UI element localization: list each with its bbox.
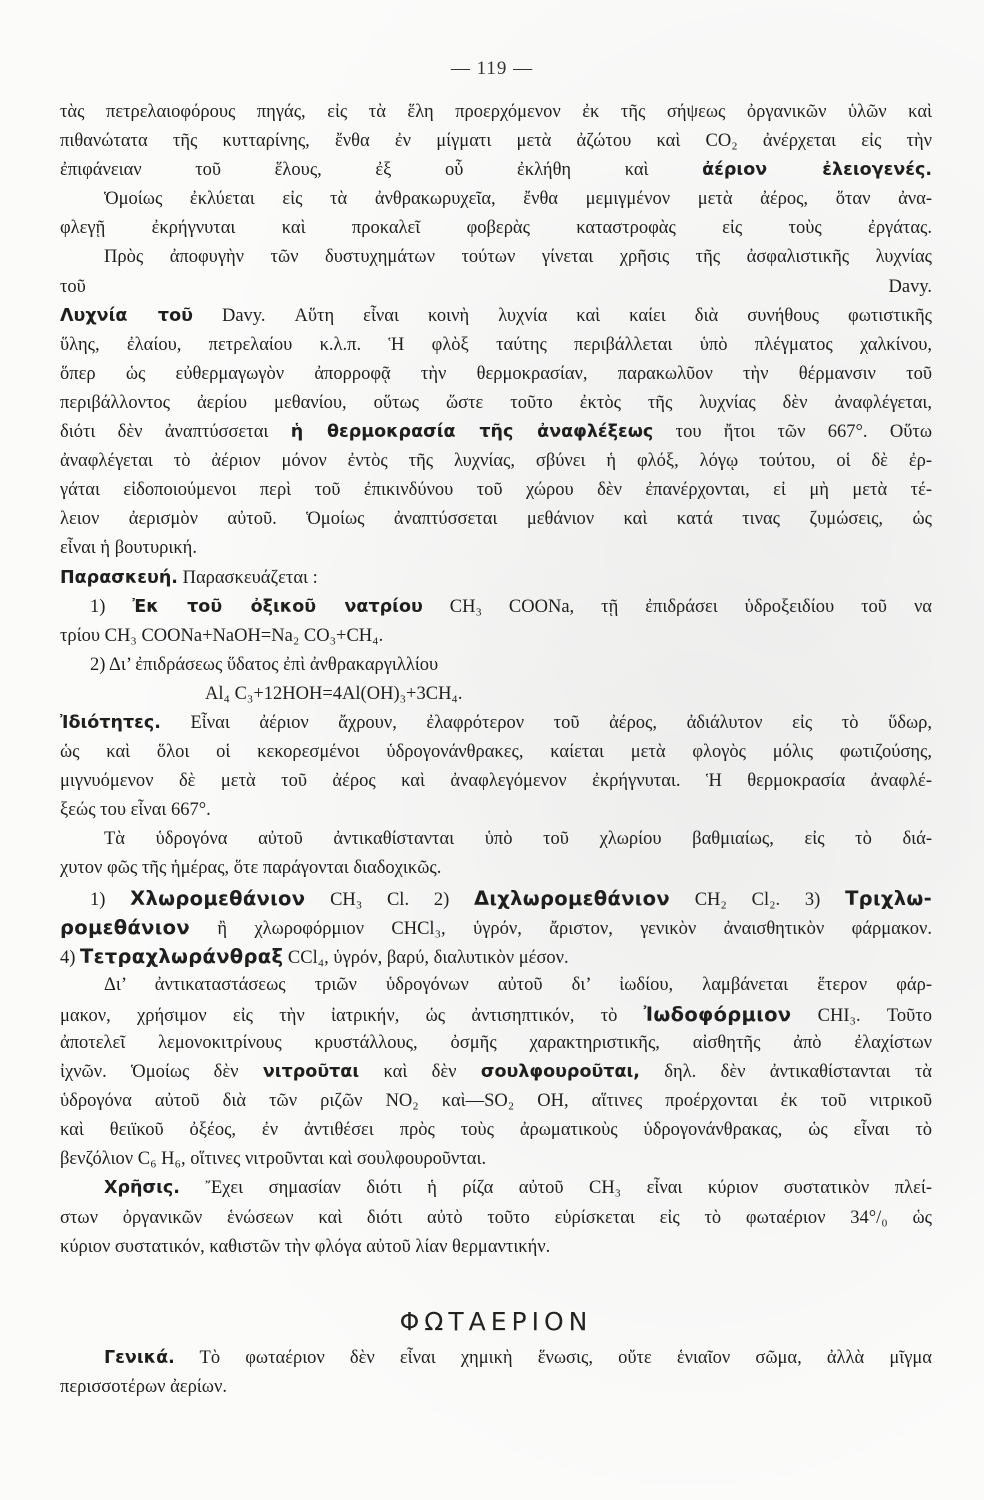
text-run: ὕλης, ἐλαίου, πετρελαίου κ.λ.π. Ἡ φλὸξ ταύτης περιβάλλεται ὑπὸ πλέγματος χαλκίνου, (60, 334, 932, 355)
text-run: καὶ δὲν (359, 1062, 481, 1083)
text-run: τὰς πετρελαιοφόρους πηγάς, εἰς τὰ ἕλη προερχόμενον ἐκ τῆς σήψεως ὀργανικῶν ὑλῶν καὶ (60, 102, 932, 122)
text-run: Ἔχει σημασίαν διότι ἡ ρίζα αὐτοῦ CH₃ εἶναι κύριον συστατικὸν πλεί- (179, 1178, 932, 1199)
text-run: διότι δὲν ἀναπτύσσεται (60, 422, 291, 443)
bold-term: ἀέριον ἐλειογενές. (702, 160, 932, 181)
text-run: 1) (90, 596, 133, 617)
text-run: ὡς καὶ ὅλοι οἱ κεκορεσμένοι ὑδρογονάνθρακες, καίεται μετὰ φλογὸς μόλις φωτιζούσης, (60, 742, 932, 763)
text-run: Ὁμοίως ἐκλύεται εἰς τὰ ἀνθρακωρυχεῖα, ἔνθα μεμιγμένον μετὰ ἀέρος, ὅταν ἀνα- (104, 189, 932, 210)
text-run: ἐπιφάνειαν τοῦ ἕλους, ἐξ οὗ ἐκλήθη καὶ (60, 160, 703, 181)
text-line (60, 913, 932, 942)
text-run: Τὰ ὑδρογόνα αὐτοῦ ἀντικαθίστανται ὑπὸ τοῦ χλωρίου βαθμιαίως, εἰς τὸ διά- (104, 829, 932, 850)
text-line (60, 709, 932, 738)
section-spacer (60, 1262, 932, 1300)
bold-term: Ἰωδοφόρμιον (643, 1002, 792, 1026)
bold-term: Λυχνία τοῦ (60, 305, 193, 326)
text-line (60, 1000, 932, 1029)
text-line (60, 1145, 932, 1174)
text-line (60, 796, 932, 825)
section-text-block (60, 1344, 932, 1402)
text-run: λειον ἀερισμὸν αὐτοῦ. Ὁμοίως ἀναπτύσσεται μεθάνιον καὶ κατά τινας ζυμώσεις, ὡς (60, 509, 932, 530)
bold-term: νιτροῦται (262, 1062, 360, 1083)
text-line (60, 680, 932, 709)
text-line (60, 1087, 932, 1116)
text-run: Δι’ ἀντικαταστάσεως τριῶν ὑδρογόνων αὐτοῦ δι’ ἰωδίου, λαμβάνεται ἕτερον φάρ- (104, 974, 932, 995)
bold-term: Ἐκ τοῦ ὀξικοῦ νατρίου (132, 596, 423, 617)
text-line (60, 825, 932, 854)
text-line (60, 389, 932, 418)
text-run: ξεώς του εἶναι 667°. (60, 800, 211, 821)
text-line (60, 564, 932, 593)
text-line (60, 1344, 932, 1373)
text-run: Εἶναι ἀέριον ἄχρουν, ἐλαφρότερον τοῦ ἀέρος, ἀδιάλυτον εἰς τὸ ὕδωρ, (160, 712, 932, 733)
text-run: ἀναφλέγεται τὸ ἀέριον μόνον ἐντὸς τῆς λυχνίας, σβύνει ἡ φλόξ, λόγῳ τούτου, οἱ δὲ ἐρ- (60, 451, 932, 472)
bold-term: Ἰδιότητες. (60, 712, 161, 733)
text-line (60, 476, 932, 505)
bold-term: Χρῆσις. (104, 1178, 180, 1199)
text-line (60, 505, 932, 534)
text-line (60, 331, 932, 360)
text-run: CH₃ Cl. 2) (305, 889, 474, 910)
text-line (60, 651, 932, 680)
text-line (60, 738, 932, 767)
text-run: ὑδρογόνα αὐτοῦ διὰ τῶν ριζῶν NO₂ καὶ—SO₂ OH, αἵτινες προέρχονται ἐκ τοῦ νιτρικοῦ (60, 1091, 932, 1112)
text-line (60, 942, 932, 971)
text-line (60, 1204, 932, 1233)
text-line (60, 1174, 932, 1203)
text-run: ἰχνῶν. Ὁμοίως δὲν (60, 1062, 263, 1083)
text-line (60, 534, 932, 563)
text-line (60, 1233, 932, 1262)
text-run: μιγνυόμενον δὲ μετὰ τοῦ ἀέρος καὶ ἀναφλεγόμενον ἐκρήγνυται. Ἡ θερμοκρασία ἀναφλέ- (60, 771, 932, 792)
text-run: Al₄ C₃+12HOH=4Al(OH)₃+3CH₄. (205, 683, 463, 704)
text-run: περιβάλλοντος ἀερίου μεθανίου, οὕτως ὥστε τοῦτο ἐκτὸς τῆς λυχνίας δὲν ἀναφλέγεται, (60, 392, 932, 413)
text-run: CHI₃. Τοῦτο (791, 1005, 932, 1026)
text-line (60, 447, 932, 476)
text-run: ἀποτελεῖ λεμονοκιτρίνους κρυστάλλους, ὀσμῆς χαρακτηριστικῆς, αἰσθητῆς ἀπὸ ἐλαχίστων (60, 1033, 932, 1053)
text-line (60, 1029, 932, 1058)
text-line (60, 593, 932, 622)
text-run: 4) (60, 947, 81, 968)
text-run: κύριον συστατικόν, καθιστῶν τὴν φλόγα αὐτοῦ λίαν θερμαντικήν. (60, 1236, 551, 1257)
text-line (60, 884, 932, 913)
text-run: εἶναι ἡ βουτυρική. (60, 538, 197, 559)
text-line (60, 1116, 932, 1145)
text-line (60, 273, 932, 302)
text-run: Παρασκευάζεται : (177, 567, 318, 588)
text-line (60, 1058, 932, 1087)
text-run: πιθανώτατα τῆς κυτταρίνης, ἔνθα ἐν μίγματι μετὰ ἀζώτου καὶ CO₂ ἀνέρχεται εἰς τὴν (60, 131, 932, 152)
text-run: CH₃ COONa, τῇ ἐπιδράσει ὑδροξειδίου τοῦ να (422, 596, 932, 617)
text-run: τρίου CH₃ COONa+NaOH=Na₂ CO₃+CH₄. (60, 625, 384, 646)
text-line (60, 622, 932, 651)
text-run: 1) (90, 889, 131, 910)
text-run: CH₂ Cl₂. 3) (669, 889, 846, 910)
bold-term: ρομεθάνιον (60, 915, 190, 939)
text-run: χυτον φῶς τῆς ἡμέρας, ὅτε παράγονται διαδοχικῶς. (60, 858, 442, 879)
text-line (60, 98, 932, 127)
text-line (60, 302, 932, 331)
text-line (60, 971, 932, 1000)
text-run: φλεγῇ ἐκρήγνυται καὶ προκαλεῖ φοβερὰς καταστροφὰς εἰς τοὺς ἐργάτας. (60, 218, 932, 239)
text-line (60, 767, 932, 796)
text-run: περισσοτέρων ἀερίων. (60, 1376, 227, 1397)
bold-term: ἡ θερμοκρασία τῆς ἀναφλέξεως (290, 422, 654, 443)
text-run: ἢ χλωροφόρμιον CHCl₃, ὑγρόν, ἄριστον, γενικὸν ἀναισθητικὸν φάρμακον. (189, 918, 932, 939)
text-run: βενζόλιον C₆ H₆, οἵτινες νιτροῦνται καὶ σουλφουροῦνται. (60, 1149, 487, 1170)
text-line (60, 418, 932, 447)
text-line (60, 127, 932, 156)
bold-term: Παρασκευή. (60, 567, 178, 588)
text-line (60, 360, 932, 389)
text-line (60, 854, 932, 883)
text-line (60, 156, 932, 185)
bold-term: Τετραχλωράνθραξ (80, 944, 284, 968)
main-text-block (60, 98, 932, 1262)
body-text (60, 98, 932, 1402)
text-run: καὶ θειϊκοῦ ὀξέος, ἐν ἀντιθέσει πρὸς τοὺς ἀρωματικοὺς ὑδρογονάνθρακας, ὡς εἶναι τὸ (60, 1120, 932, 1141)
text-line (60, 185, 932, 214)
bold-term: Χλωρομεθάνιον (130, 886, 306, 910)
text-run: τοῦ Davy. (60, 276, 932, 297)
text-line (60, 214, 932, 243)
text-run: στων ὀργανικῶν ἑνώσεων καὶ διότι αὐτὸ τοῦτο εὑρίσκεται εἰς τὸ φωταέριον 34°/₀ ὡς (60, 1207, 932, 1228)
text-line (60, 1373, 932, 1402)
text-run: δηλ. δὲν ἀντικαθίστανται τὰ (639, 1062, 932, 1083)
bold-term: Γενικά. (104, 1347, 175, 1368)
text-line (60, 243, 932, 272)
text-run: CCl₄, ὑγρόν, βαρύ, διαλυτικὸν μέσον. (283, 947, 569, 968)
bold-term: σουλφουροῦται, (480, 1062, 640, 1083)
text-run: Davy. Αὕτη εἶναι κοινὴ λυχνία καὶ καίει διὰ συνήθους φωτιστικῆς (192, 305, 932, 326)
bold-term: Διχλωρομεθάνιον (473, 886, 670, 910)
section-heading: ΦΩΤΑΕΡΙΟΝ (399, 1306, 593, 1336)
text-run: 2) Δι’ ἐπιδράσεως ὕδατος ἐπὶ ἀνθρακαργιλλίου (90, 654, 439, 675)
text-run: Τὸ φωταέριον δὲν εἶναι χημικὴ ἕνωσις, οὔτε ἑνιαῖον σῶμα, ἀλλὰ μῖγμα (174, 1347, 932, 1368)
text-run: μακον, χρήσιμον εἰς τὴν ἰατρικήν, ὡς ἀντισηπτικόν, τὸ (60, 1005, 644, 1026)
text-run: γάται εἰδοποιούμενοι περὶ τοῦ ἐπικινδύνου τοῦ χώρου δὲν ἐπανέρχονται, εἰ μὴ μετὰ τέ- (60, 480, 932, 501)
bold-term: Τριχλω- (845, 886, 932, 910)
text-run: Πρὸς ἀποφυγὴν τῶν δυστυχημάτων τούτων γίνεται χρῆσις τῆς ἀσφαλιστικῆς λυχνίας (104, 247, 932, 268)
text-run: ὅπερ ὡς εὐθερμαγωγὸν ἀπορροφᾷ τὴν θερμοκρασίαν, παρακωλῦον τὴν θέρμανσιν τοῦ (60, 363, 932, 384)
page-number: — 119 — (450, 58, 534, 79)
text-run: του ἤτοι τῶν 667°. Οὕτω (653, 422, 932, 443)
